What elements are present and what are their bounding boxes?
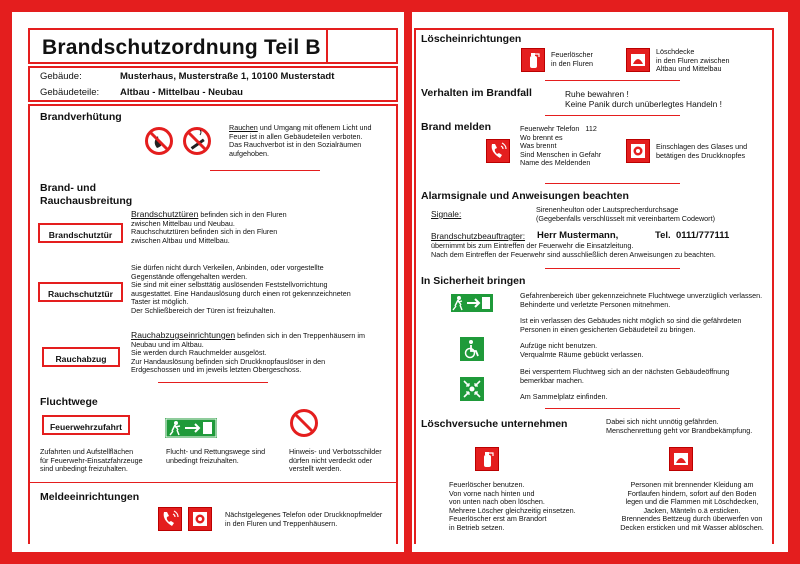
brandschutztuer-line-4: zwischen Altbau und Mittelbau. <box>131 235 230 245</box>
heading-ausbreitung-1: Brand- und <box>40 182 96 194</box>
rauchschutztuer-line-1: Sie dürfen nicht durch Verkeilen, Anbinden, oder vorgestellte <box>131 263 324 272</box>
lv-right-line-4: Jacken, Mänteln o.ä ersticken. <box>643 505 741 515</box>
feuerloescher-line-1: Feuerlöscher <box>551 50 593 59</box>
lv-left-line-2: Von vorne nach hinten und <box>449 488 535 498</box>
lv-left-line-6: in Betrieb setzen. <box>449 522 505 532</box>
signale-text <box>536 206 766 223</box>
melden-line-1: Wo brennt es <box>520 132 563 142</box>
rauchschutztuer-line-2: Gegenstände offengehalten werden. <box>131 271 248 281</box>
brandschutztuer-line-1: befinden sich in den Fluren <box>198 210 287 219</box>
building-value: Musterhaus, Musterstraße 1, 10100 Musterstadt <box>120 71 335 82</box>
rauchabzug-line-5: Erdgeschossen und im jeweils letzten Obergeschoss. <box>131 365 302 375</box>
loeschversuche-intro <box>606 418 776 435</box>
separator <box>545 115 680 116</box>
melden-line-4: Name des Meldenden <box>520 158 591 168</box>
wheelchair-icon <box>460 337 484 361</box>
fluchtwege-col-2 <box>166 448 286 465</box>
brandverhuetung-line-2: Feuer ist in allen Gebäudeteilen verboten. <box>229 131 363 141</box>
alarm-text <box>431 242 771 259</box>
sicherheit-4-line-2: bemerkbar machen. <box>520 375 584 385</box>
glass-line-1: Einschlagen des Glases und <box>656 142 748 151</box>
rauchabzug-line-2: Neubau und im Altbau. <box>131 339 204 349</box>
brandschutztuer-line-2: zwischen Mittelbau und Neubau. <box>131 218 235 228</box>
fluchtwege-col-1 <box>40 448 160 474</box>
rauchschutztuer-label: Rauchschutztür <box>38 282 123 302</box>
fluchtwege-col1-line-1: Zufahrten und Aufstellflächen <box>40 447 134 456</box>
fluchtwege-col-3 <box>289 448 395 474</box>
phone-label: Feuerwehr Telefon <box>520 124 580 133</box>
rauchschutztuer-line-6: Der Schließbereich der Türen ist freizuhalten. <box>131 305 276 315</box>
sicherheit-1-line-2: Behinderte und verletzte Personen mitnehmen. <box>520 299 671 309</box>
sicherheit-5: Am Sammelplatz einfinden. <box>520 392 608 401</box>
sicherheit-2-line-2: Personen in einen gesicherten Gebäudeteil zu bringen. <box>520 324 696 334</box>
brandschutztuer-line-3: Rauchschutztüren befinden sich in den Fluren <box>131 227 278 237</box>
brandschutztuer-label: Brandschutztür <box>38 223 123 243</box>
loeschdecke-line-2: in den Fluren zwischen <box>656 55 730 65</box>
separator <box>545 408 680 409</box>
rauchabzug-text <box>131 331 393 375</box>
lv-left-line-4: Mehrere Löscher gleichzeitig einsetzen. <box>449 505 576 515</box>
phone-number: 112 <box>585 124 597 133</box>
lv-left-line-1: Feuerlöscher benutzen. <box>449 480 525 489</box>
parts-label: Gebäudeteile: <box>40 87 100 98</box>
fluchtwege-col1-line-3: sind unbedingt freizuhalten. <box>40 464 128 474</box>
separator <box>545 80 680 81</box>
rauchschutztuer-line-4: ausgestattet. Eine Handauslösung durch einen rot gekennzeichneten <box>131 288 351 298</box>
fire-blanket-icon <box>669 447 693 471</box>
heading-meldeeinrichtungen: Meldeeinrichtungen <box>40 491 140 503</box>
assembly-point-icon <box>460 377 484 401</box>
beauftragter-label: Brandschutzbeauftragter: <box>431 231 526 241</box>
column-divider <box>404 12 412 552</box>
separator <box>210 170 320 171</box>
lv-left-line-3: von unten nach oben löschen. <box>449 497 545 507</box>
beauftragter-tel: Tel. 0111/777111 <box>655 230 730 241</box>
fluchtwege-col3-line-2: dürfen nicht verdeckt oder <box>289 455 373 465</box>
separator <box>545 183 680 184</box>
no-fire-icon <box>144 126 174 156</box>
fluchtwege-col1-line-2: für Feuerwehr-Einsatzfahrzeuge <box>40 455 143 465</box>
melden-line-2: Was brennt <box>520 141 557 151</box>
emergency-exit-icon <box>450 293 494 313</box>
brandverhuetung-text <box>229 124 394 158</box>
sicherheit-3-line-2: Verqualmte Räume gebückt verlassen. <box>520 349 644 359</box>
prohibition-icon <box>289 408 319 438</box>
signale-line-2: (Gegebenfalls verschlüsselt mit vereinbartem Codewort) <box>536 213 715 223</box>
fire-extinguisher-icon <box>475 447 499 471</box>
building-label: Gebäude: <box>40 71 82 82</box>
melden-text <box>520 125 630 168</box>
intro-line-1: Dabei sich nicht unnötig gefährden. <box>606 417 719 426</box>
separator <box>545 268 680 269</box>
sicherheit-4 <box>520 368 775 385</box>
melde-line-1: Nächstgelegenes Telefon oder Druckknopfmelder <box>225 510 383 519</box>
title-box <box>28 28 328 64</box>
no-smoking-icon <box>182 126 212 156</box>
page-title: Brandschutzordnung Teil B <box>42 36 321 59</box>
title-empty-box <box>328 28 398 64</box>
lv-right-line-2: Fortlaufen hindern, sofort auf den Boden <box>627 488 757 498</box>
rauchabzug-label: Rauchabzug <box>42 347 120 367</box>
heading-fluchtwege: Fluchtwege <box>40 396 98 408</box>
brandverhuetung-line-3: Das Rauchverbot ist in den Sozialräumen <box>229 140 362 150</box>
beauftragter-name: Herr Mustermann, <box>537 230 619 241</box>
feuerwehrzufahrt-label: Feuerwehrzufahrt <box>42 415 130 435</box>
alarm-line-2: Nach dem Eintreffen der Feuerwehr sind ausschließlich deren Anweisungen zu beachten. <box>431 249 716 259</box>
alarm-line-1: übernimmt bis zum Eintreffen der Feuerwehr die Einsatzleitung. <box>431 241 634 250</box>
lv-right-line-3: legen und die Flammen mit Löschdecken, <box>625 497 759 507</box>
fluchtwege-col2-line-2: unbedingt freizuhalten. <box>166 455 239 465</box>
brandverhuetung-line-4: aufgehoben. <box>229 148 269 158</box>
lv-right-line-1: Personen mit brennender Kleidung am <box>630 480 754 489</box>
rauchschutztuer-text <box>131 264 393 316</box>
loeschversuche-right <box>608 481 776 533</box>
feuerloescher-line-2: in den Fluren <box>551 58 593 68</box>
melden-line-3: Sind Menschen in Gefahr <box>520 149 602 159</box>
fluchtwege-col2-line-1: Flucht- und Rettungswege sind <box>166 447 266 456</box>
brandverhuetung-line-1: und Umgang mit offenem Licht und <box>257 123 372 132</box>
fluchtwege-col3-line-3: verstellt werden. <box>289 464 342 474</box>
lv-left-line-5: Feuerlöscher erst am Brandort <box>449 514 547 524</box>
sicherheit-2 <box>520 317 775 334</box>
lv-right-line-5: Brennendes Bettzeug durch überwerfen von <box>621 514 763 524</box>
sicherheit-1-line-1: Gefahrenbereich über gekennzeichnete Fluchtwege unverzüglich verlassen. <box>520 291 763 300</box>
heading-loescheinrichtungen: Löscheinrichtungen <box>421 33 522 45</box>
melde-line-2: in den Fluren und Treppenhäusern. <box>225 518 338 528</box>
sicherheit-4-line-1: Bei versperrtem Fluchtweg sich an der nächsten Gebäudeöffnung <box>520 367 730 376</box>
glass-line-2: betätigen des Druckknopfes <box>656 150 746 160</box>
heading-sicherheit: In Sicherheit bringen <box>421 275 526 287</box>
fire-telephone-icon <box>486 139 510 163</box>
feuerloescher-text <box>551 51 631 68</box>
fire-alarm-button-icon <box>626 139 650 163</box>
heading-brandverhuetung: Brandverhütung <box>40 111 122 123</box>
heading-verhalten: Verhalten im Brandfall <box>421 87 532 99</box>
heading-brand-melden: Brand melden <box>421 121 492 133</box>
loeschdecke-text <box>656 48 766 74</box>
fire-blanket-icon <box>626 48 650 72</box>
brandschutztueren-underlined: Brandschutztüren <box>131 209 199 219</box>
heading-ausbreitung-2: Rauchausbreitung <box>40 195 133 207</box>
rauchabzug-line-4: Zur Handauslösung befinden sich Druckknopfauslöser in den <box>131 356 326 366</box>
signale-line-1: Sirenenheulton oder Lautsprecherdurchsage <box>536 205 679 214</box>
rauchen-underlined: Rauchen <box>229 123 258 132</box>
heading-loeschversuche: Löschversuche unternehmen <box>421 418 568 430</box>
fire-alarm-button-icon <box>188 507 212 531</box>
rauchabzug-line-1: befinden sich in den Treppenhäusern im <box>235 331 366 340</box>
sicherheit-3-line-1: Aufzüge nicht benutzen. <box>520 341 598 350</box>
loeschversuche-left <box>449 481 594 533</box>
fluchtwege-col3-line-1: Hinweis- und Verbotsschilder <box>289 447 382 456</box>
rauchabzug-underlined: Rauchabzugseinrichtungen <box>131 330 236 340</box>
sicherheit-3 <box>520 342 775 359</box>
verhalten-line-1: Ruhe bewahren ! <box>565 89 629 99</box>
emergency-exit-icon <box>165 418 217 438</box>
loeschdecke-line-1: Löschdecke <box>656 47 695 56</box>
signale-label: Signale: <box>431 209 462 219</box>
brandschutztuer-text <box>131 210 393 245</box>
separator <box>158 382 268 383</box>
intro-line-2: Menschenrettung geht vor Brandbekämpfung. <box>606 425 753 435</box>
verhalten-text <box>565 89 765 109</box>
separator <box>30 482 396 483</box>
melde-text <box>225 511 400 528</box>
parts-value: Altbau - Mittelbau - Neubau <box>120 87 243 98</box>
fire-telephone-icon <box>158 507 182 531</box>
rauchschutztuer-line-5: Taster ist möglich. <box>131 297 189 307</box>
fire-extinguisher-icon <box>521 48 545 72</box>
lv-right-line-6: Decken ersticken und mit Wasser ablöschen. <box>620 522 764 532</box>
heading-alarm: Alarmsignale und Anweisungen beachten <box>421 190 629 202</box>
rauchabzug-line-3: Sie werden durch Rauchmelder ausgelöst. <box>131 348 267 358</box>
sicherheit-1 <box>520 292 775 309</box>
glass-text <box>656 143 766 160</box>
verhalten-line-2: Keine Panik durch unüberlegtes Handeln ! <box>565 99 722 109</box>
rauchschutztuer-line-3: Sie sind mit einer selbsttätig auslösenden Feststellvorrichtung <box>131 280 328 290</box>
sicherheit-2-line-1: Ist ein verlassen des Gebäudes nicht möglich so sind die gefährdeten <box>520 316 742 325</box>
loeschdecke-line-3: Altbau und Mittelbau <box>656 64 722 74</box>
